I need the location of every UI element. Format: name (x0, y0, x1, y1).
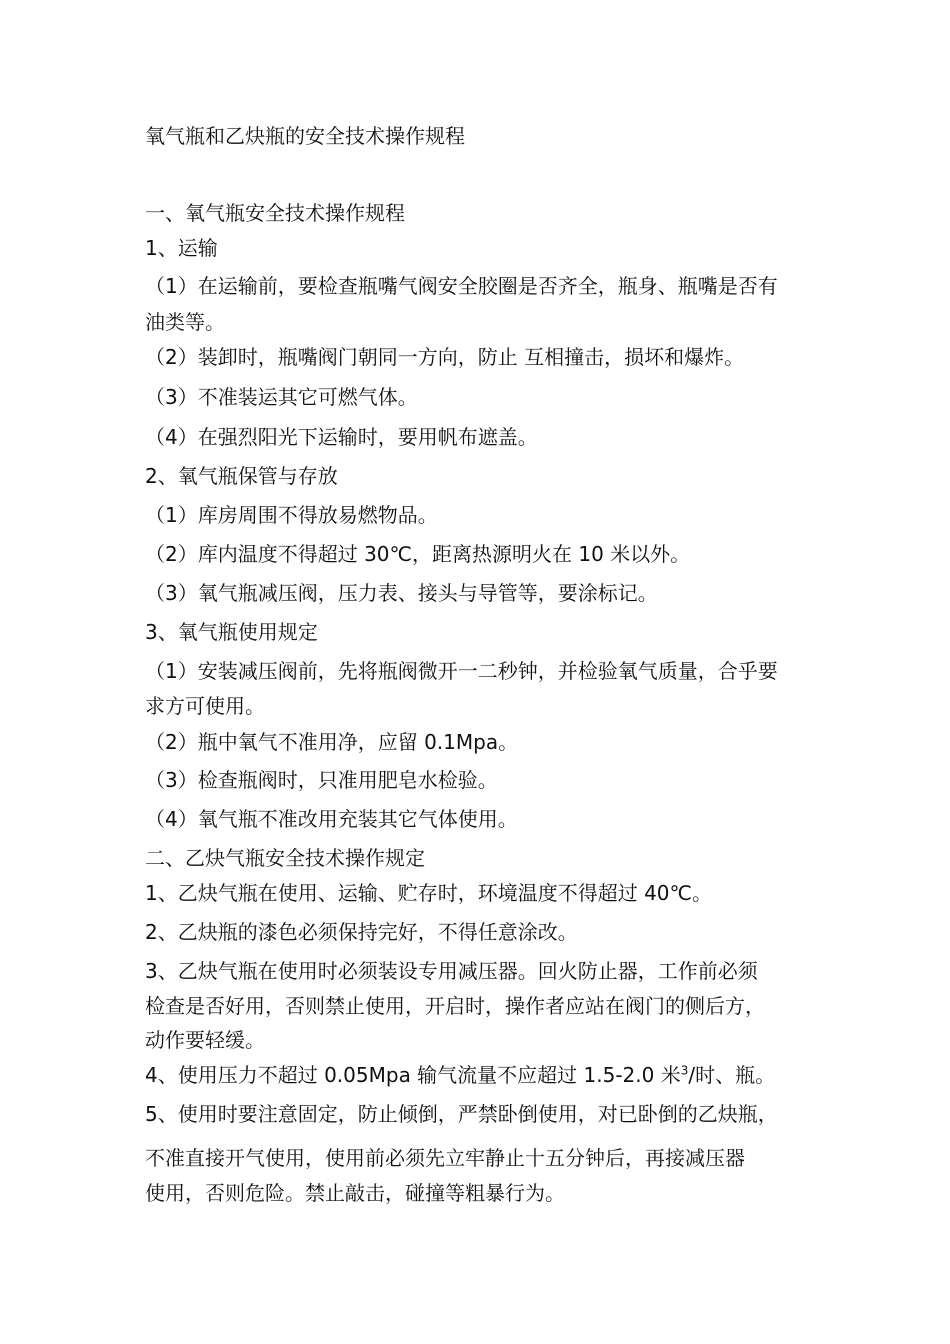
acetylene-item-4 (145, 1062, 775, 1088)
storage-item-3: （3）氧气瓶减压阀，压力表、接头与导管等，要涂标记。 (145, 581, 658, 605)
usage-item-3: （3）检查瓶阀时，只准用肥皂水检验。 (145, 768, 498, 792)
subheading-storage: 2、氧气瓶保管与存放 (145, 464, 338, 488)
transport-item-2: （2）装卸时，瓶嘴阀门朝同一方向，防止 互相撞击，损坏和爆炸。 (145, 345, 745, 369)
acetylene-item-2: 2、乙炔瓶的漆色必须保持完好，不得任意涂改。 (145, 920, 578, 944)
usage-item-4: （4）氧气瓶不准改用充装其它气体使用。 (145, 807, 518, 831)
subheading-usage: 3、氧气瓶使用规定 (145, 620, 318, 644)
transport-item-3: （3）不准装运其它可燃气体。 (145, 385, 418, 409)
acetylene-item-4-suffix: /时、瓶。 (688, 1063, 776, 1087)
usage-item-1-line-1: （1）安装减压阀前，先将瓶阀微开一二秒钟，并检验氧气质量，合乎要 (145, 659, 778, 683)
acetylene-item-3-line-1: 3、乙炔气瓶在使用时必须装设专用减压器。回火防止器，工作前必须 (145, 959, 758, 983)
section-heading-oxygen: 一、氧气瓶安全技术操作规程 (145, 201, 405, 225)
acetylene-item-3-line-2: 检查是否好用，否则禁止使用，开启时，操作者应站在阀门的侧后方， (145, 994, 765, 1018)
acetylene-item-5-line-3: 使用，否则危险。禁止敲击，碰撞等粗暴行为。 (145, 1181, 565, 1205)
usage-item-1-line-2: 求方可使用。 (145, 694, 265, 718)
transport-item-1-line-2: 油类等。 (145, 310, 225, 334)
subheading-transport: 1、运输 (145, 236, 218, 260)
acetylene-item-1: 1、乙炔气瓶在使用、运输、贮存时，环境温度不得超过 40℃。 (145, 881, 712, 905)
transport-item-4: （4）在强烈阳光下运输时，要用帆布遮盖。 (145, 425, 538, 449)
acetylene-item-4-text: 4、使用压力不超过 0.05Mpa 输气流量不应超过 1.5-2.0 米 (145, 1063, 681, 1087)
superscript-exponent: 3 (680, 1063, 689, 1078)
transport-item-1-line-1: （1）在运输前，要检查瓶嘴气阀安全胶圈是否齐全，瓶身、瓶嘴是否有 (145, 274, 778, 298)
section-heading-acetylene: 二、乙炔气瓶安全技术操作规定 (145, 846, 425, 870)
storage-item-1: （1）库房周围不得放易燃物品。 (145, 503, 438, 527)
storage-item-2: （2）库内温度不得超过 30℃，距离热源明火在 10 米以外。 (145, 542, 691, 566)
acetylene-item-5-line-2: 不准直接开气使用，使用前必须先立牢静止十五分钟后，再接减压器 (145, 1146, 745, 1170)
acetylene-item-5-line-1: 5、使用时要注意固定，防止倾倒，严禁卧倒使用，对已卧倒的乙炔瓶， (145, 1102, 778, 1126)
document-title: 氧气瓶和乙炔瓶的安全技术操作规程 (145, 124, 465, 148)
usage-item-2: （2）瓶中氧气不准用净，应留 0.1Mpa。 (145, 730, 519, 754)
acetylene-item-3-line-3: 动作要轻缓。 (145, 1028, 265, 1052)
